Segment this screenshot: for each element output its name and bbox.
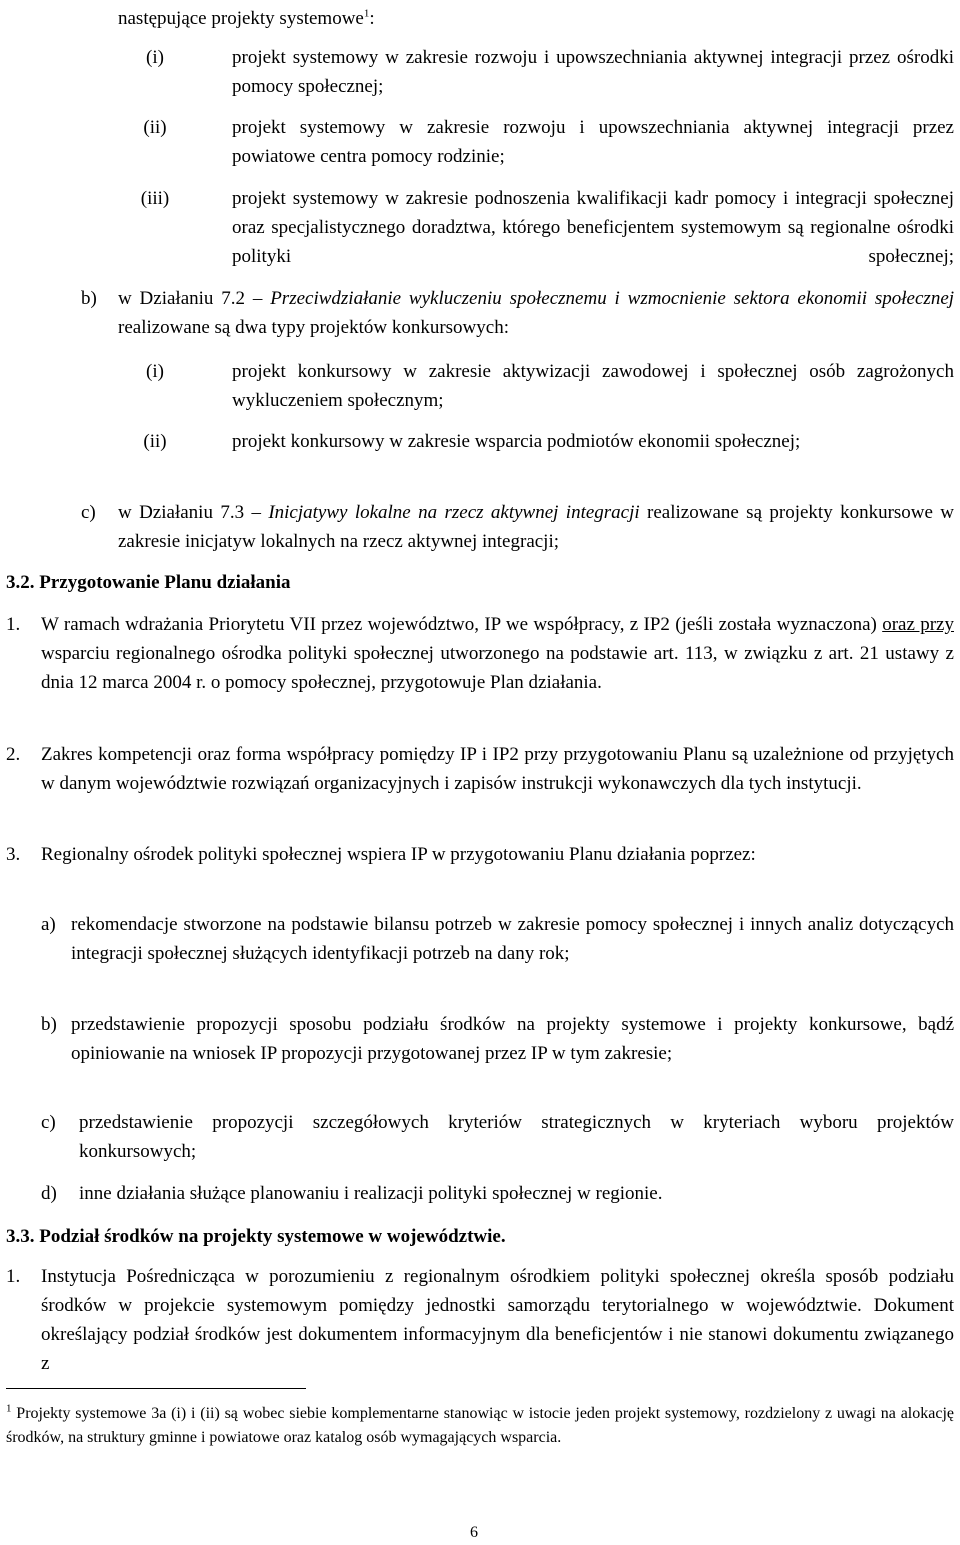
- footnote-separator: [6, 1388, 306, 1389]
- list-label: (iii): [140, 188, 170, 209]
- section-heading: 3.2. Przygotowanie Planu działania: [6, 572, 291, 593]
- list-label: c): [41, 1112, 56, 1133]
- list-item-text: projekt systemowy w zakresie rozwoju i upowszechniania aktywnej integracji przez ośrodki pomocy społecznej;: [232, 47, 954, 97]
- list-item-text: rekomendacje stworzone na podstawie bilansu potrzeb w zakresie pomocy społecznej i innych analiz dotyczących integracji społecznej służących identyfikacji potrzeb na dany rok;: [71, 914, 954, 964]
- list-item-text: projekt systemowy w zakresie rozwoju i upowszechniania aktywnej integracji przez powiatowe centra pomocy rodzinie;: [232, 117, 954, 167]
- list-item-text: inne działania służące planowaniu i realizacji polityki społecznej w regionie.: [79, 1183, 663, 1204]
- list-label: (ii): [143, 431, 167, 452]
- paragraph-number: 1.: [6, 1266, 21, 1287]
- list-label: (i): [146, 47, 164, 68]
- paragraph: Zakres kompetencji oraz forma współpracy pomiędzy IP i IP2 przy przygotowaniu Planu są uzależnione od przyjętych w danym województwie rozwiązań organizacyjnych i zapisów instrukcji wykonawczych dla tych instytucji.: [41, 744, 954, 794]
- list-label: d): [41, 1183, 57, 1204]
- list-label: (i): [146, 361, 164, 382]
- paragraph-number: 3.: [6, 844, 21, 865]
- paragraph: W ramach wdrażania Priorytetu VII przez województwo, IP we współpracy, z IP2 (jeśli została wyznaczona) oraz przy wsparciu regionalnego ośrodka polityki społecznej utworzonego na podstawie art. 113, w związku z art. 21 ustawy z dnia 12 marca 2004 r. o pomocy społecznej, przygotowuje Plan działania.: [41, 614, 954, 693]
- item-label-c: c): [81, 502, 96, 523]
- list-label: (ii): [143, 117, 167, 138]
- list-label: b): [41, 1014, 57, 1035]
- list-item-text: przedstawienie propozycji sposobu podziału środków na projekty systemowe i projekty konkursowe, bądź opiniowanie na wniosek IP propozycji przygotowanej przez IP w tym zakresie;: [71, 1014, 954, 1064]
- list-item-text: przedstawienie propozycji szczegółowych kryteriów strategicznych w kryteriach wyboru projektów konkursowych;: [79, 1112, 954, 1162]
- list-item-text: projekt konkursowy w zakresie wsparcia podmiotów ekonomii społecznej;: [232, 431, 801, 452]
- paragraph-number: 1.: [6, 614, 21, 635]
- footnote-ref[interactable]: 1: [363, 7, 370, 20]
- item-label-b: b): [81, 288, 97, 309]
- paragraph: Regionalny ośrodek polityki społecznej wspiera IP w przygotowaniu Planu działania poprzez:: [41, 844, 756, 865]
- footnote: $^1$ Projekty systemowe 3a (i) i (ii) są wobec siebie komplementarne stanowiąc w istocie jeden projekt systemowy, rozdzielony z uwagi na alokację środków, na struktury gminne i powiatowe oraz katalog osób wymagających wsparcia.: [6, 1402, 954, 1446]
- list-label: a): [41, 914, 56, 935]
- paragraph-number: 2.: [6, 744, 21, 765]
- page-number: 6: [470, 1524, 478, 1541]
- section-heading: 3.3. Podział środków na projekty systemowe w województwie.: [6, 1226, 506, 1247]
- list-item-text: projekt systemowy w zakresie podnoszenia kwalifikacji kadr pomocy i integracji społecznej oraz specjalistycznego doradztwa, którego beneficjentem systemowym są regionalne ośrodki polityki społecznej;: [232, 188, 954, 267]
- intro-text: następujące projekty systemowe$^1$:: [118, 7, 375, 29]
- paragraph-b: w Działaniu 7.2 – Przeciwdziałanie wykluczeniu społecznemu i wzmocnienie sektora ekonomii społecznej realizowane są dwa typy projektów konkursowych:: [118, 288, 955, 338]
- paragraph: Instytucja Pośrednicząca w porozumieniu z regionalnym ośrodkiem polityki społecznej określa sposób podziału środków w projekcie systemowym pomiędzy jednostki samorządu terytorialnego w województwie. Dokument określający podział środków jest dokumentem informacyjnym dla beneficjentów i nie stanowi dokumentu związanego z: [41, 1266, 954, 1374]
- paragraph-c: w Działaniu 7.3 – Inicjatywy lokalne na rzecz aktywnej integracji realizowane są projekty konkursowe w zakresie inicjatyw lokalnych na rzecz aktywnej integracji;: [118, 502, 955, 552]
- list-item-text: projekt konkursowy w zakresie aktywizacji zawodowej i społecznej osób zagrożonych wykluczeniem społecznym;: [232, 361, 954, 411]
